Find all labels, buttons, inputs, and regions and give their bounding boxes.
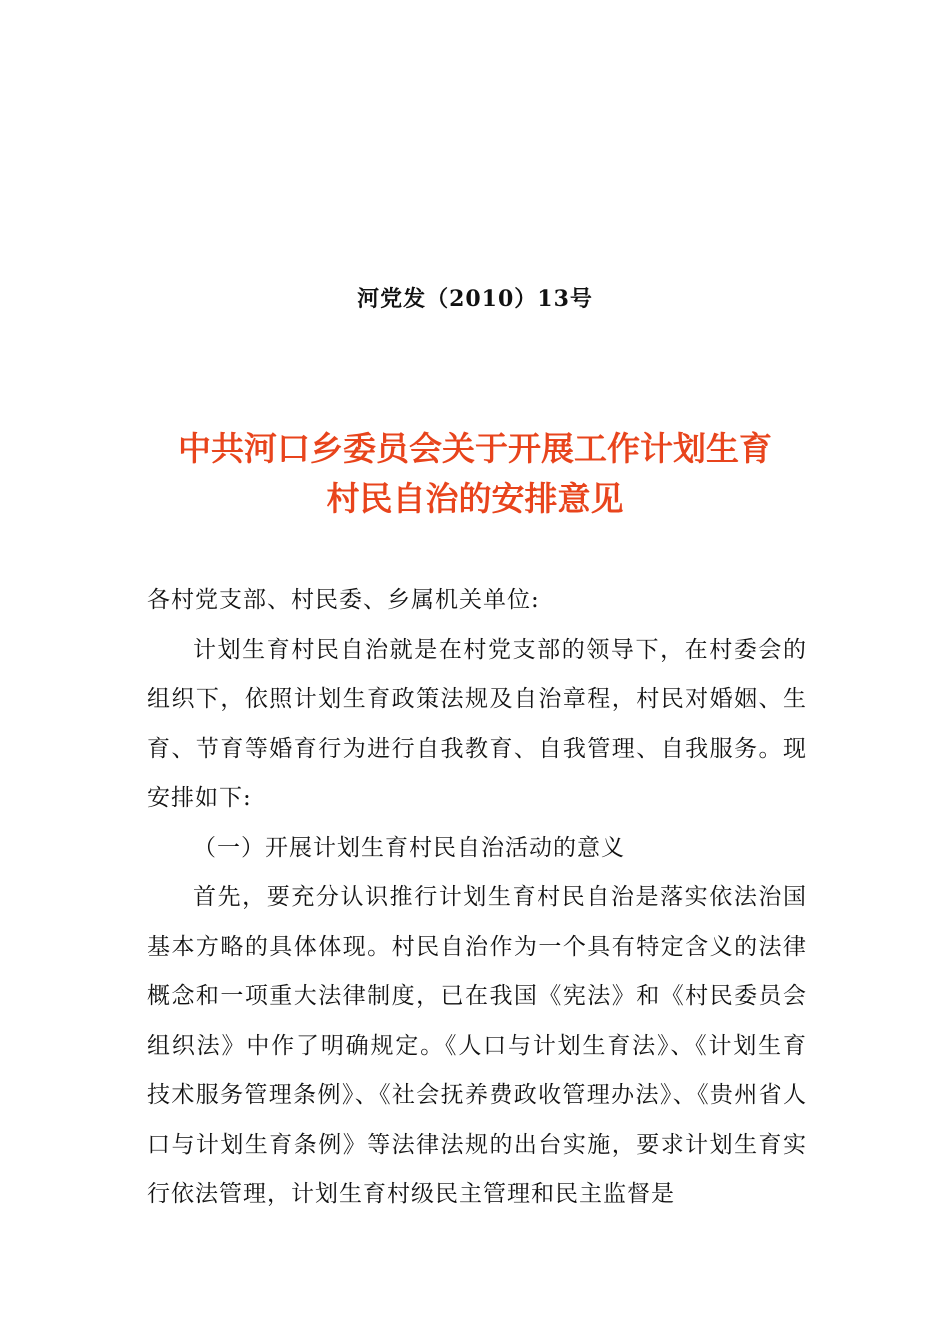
- paragraph-first: 首先，要充分认识推行计划生育村民自治是落实依法治国基本方略的具体体现。村民自治作为一个具有特定含义的法律概念和一项重大法律制度，已在我国《宪法》和《村民委员会组织法》中作了明确规定。《人口与计划生育法》、《计划生育技术服务管理条例》、《社会抚养费政收管理办法》、《贵州省人口与计划生育条例》等法律法规的出台实施，要求计划生育实行依法管理，计划生育村级民主管理和民主监督是: [147, 884, 807, 1207]
- title-line-1: 中共河口乡委员会关于开展工作计划生育: [178, 429, 772, 468]
- document-title: [0, 424, 950, 524]
- document-number: 河党发（2010）13号: [357, 286, 593, 312]
- title-line-2: 村民自治的安排意见: [326, 479, 624, 518]
- document-body: [147, 576, 807, 1220]
- paragraph-intro: 计划生育村民自治就是在村党支部的领导下，在村委会的组织下，依照计划生育政策法规及自治章程，村民对婚姻、生育、节育等婚育行为进行自我教育、自我管理、自我服务。现安排如下:: [147, 636, 807, 811]
- section-heading: （一）开展计划生育村民自治活动的意义: [193, 834, 625, 861]
- salutation: 各村党支部、村民委、乡属机关单位:: [147, 587, 540, 613]
